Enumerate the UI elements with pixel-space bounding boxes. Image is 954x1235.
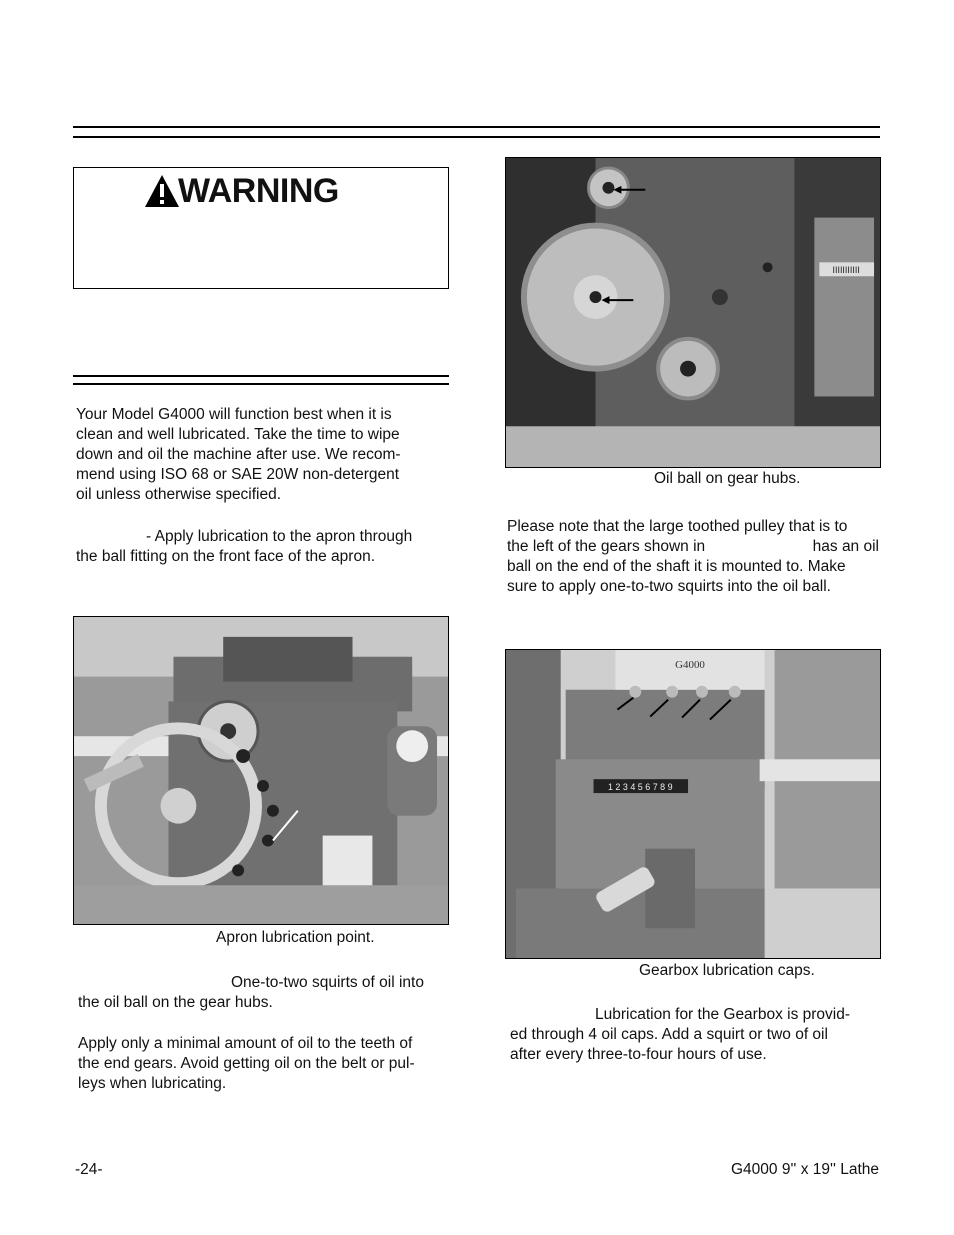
gear-photo-plate-text: IIIIIIIIIII — [832, 265, 860, 276]
intro-line: clean and well lubricated. Take the time to wipe — [76, 426, 400, 443]
gearbox-caption: Gearbox lubrication caps. — [639, 962, 815, 979]
gear-hubs-photo — [505, 157, 881, 468]
pulley-line-part: the left of the gears shown in — [507, 538, 706, 555]
warning-triangle-icon — [144, 174, 180, 208]
end-gear-line: Apply only a minimal amount of oil to the teeth of — [78, 1035, 413, 1052]
warning-box — [73, 167, 449, 289]
pulley-line: ball on the end of the shaft it is mounted to. Make — [507, 558, 846, 575]
intro-line: mend using ISO 68 or SAE 20W non-detergent — [76, 466, 400, 483]
pulley-line: Please note that the large toothed pulley that is to — [507, 518, 848, 535]
gearbox-scale-text: 1 2 3 4 5 6 7 8 9 — [607, 782, 673, 793]
gear-hub-line: the oil ball on the gear hubs. — [78, 994, 273, 1011]
gear-hub-line: One-to-two squirts of oil into — [231, 974, 424, 991]
gearbox-line: Lubrication for the Gearbox is provid- — [595, 1006, 851, 1023]
gearbox-plate-text: G4000 — [675, 658, 705, 671]
section-rule-bottom — [73, 383, 449, 385]
gear-hub-paragraph — [78, 973, 446, 1013]
gearbox-paragraph — [510, 1005, 878, 1065]
intro-line: Your Model G4000 will function best when it is — [76, 406, 392, 423]
pulley-paragraph — [507, 517, 879, 597]
intro-line: down and oil the machine after use. We recom- — [76, 446, 401, 463]
footer-model: G4000 9'' x 19'' Lathe — [731, 1161, 879, 1178]
apron-line: the ball fitting on the front face of the apron. — [76, 548, 376, 565]
header-rule-bottom — [73, 136, 880, 138]
intro-paragraph — [76, 405, 446, 505]
end-gear-line: leys when lubricating. — [78, 1075, 227, 1092]
gear-hubs-caption: Oil ball on gear hubs. — [654, 470, 801, 487]
gearbox-line: ed through 4 oil caps. Add a squirt or two of oil — [510, 1026, 828, 1043]
apron-photo — [73, 616, 449, 925]
gearbox-photo — [505, 649, 881, 959]
pulley-line: sure to apply one-to-two squirts into the oil ball. — [507, 578, 831, 595]
warning-title: WARNING — [178, 172, 339, 210]
section-rule-top — [73, 375, 449, 377]
header-rule-top — [73, 126, 880, 128]
pulley-line-part: has an oil — [812, 538, 879, 555]
apron-paragraph — [76, 527, 446, 567]
end-gear-line: the end gears. Avoid getting oil on the belt or pul- — [78, 1055, 415, 1072]
apron-caption: Apron lubrication point. — [216, 929, 375, 946]
intro-line: oil unless otherwise specified. — [76, 486, 282, 503]
apron-line: - Apply lubrication to the apron through — [146, 528, 413, 545]
pulley-line — [507, 537, 879, 557]
end-gear-paragraph — [78, 1034, 446, 1094]
page-number: -24- — [75, 1161, 103, 1178]
gearbox-line: after every three-to-four hours of use. — [510, 1046, 767, 1063]
